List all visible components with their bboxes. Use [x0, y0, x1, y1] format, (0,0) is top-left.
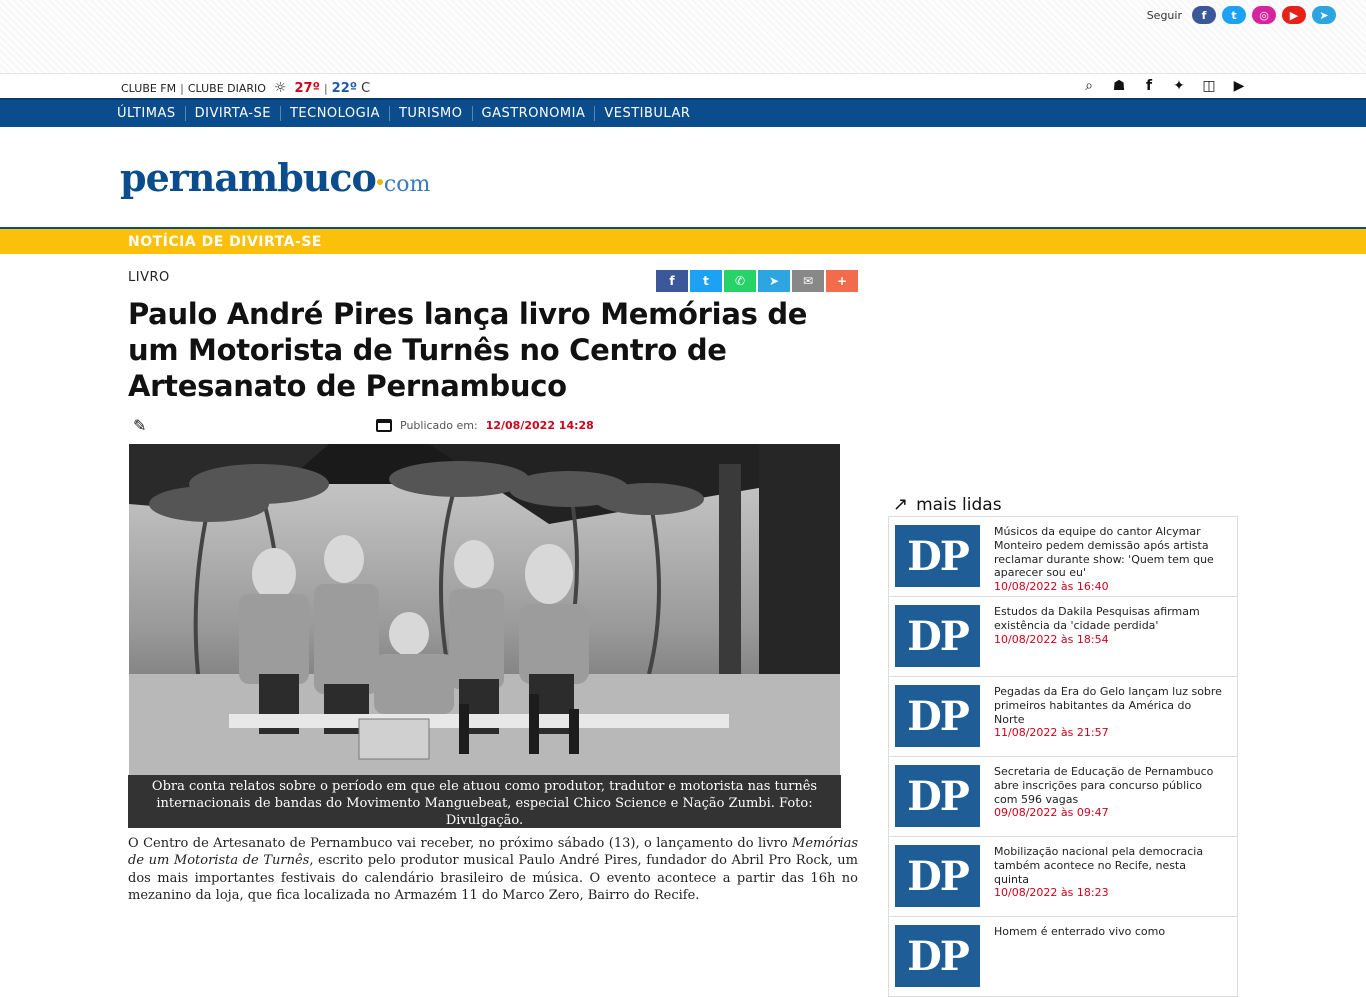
share-more-button[interactable]: + [826, 270, 858, 292]
section-title: NOTÍCIA DE DIVIRTA-SE [128, 234, 322, 250]
published-date: 12/08/2022 14:28 [485, 419, 594, 432]
publish-info [376, 419, 594, 432]
thumbnail[interactable]: DP [895, 685, 980, 747]
item-title[interactable]: Estudos da Dakila Pesquisas afirmam existência da 'cidade perdida' [994, 605, 1200, 632]
item-time: 10/08/2022 às 16:40 [994, 580, 1109, 594]
top-banner [0, 0, 1366, 74]
item-title[interactable]: Homem é enterrado vivo como [994, 925, 1166, 938]
utility-bar [0, 74, 1366, 98]
nav-item-tecnologia[interactable]: TECNOLOGIA [281, 106, 390, 121]
thumbnail[interactable]: DP [895, 925, 980, 987]
photo-caption: Obra conta relatos sobre o período em que ele atuou como produtor, tradutor e motorista nas turnês internacionais de bandas do Movimento Manguebeat, especial Chico Science e Nação Zumbi. Foto: Divulgação. [128, 775, 841, 828]
telegram-icon[interactable]: ➤ [1312, 6, 1336, 24]
article-category[interactable]: LIVRO [128, 270, 170, 285]
twitter-icon[interactable]: ✦ [1173, 78, 1185, 94]
nav-item-vestibular[interactable]: VESTIBULAR [604, 106, 691, 121]
thumbnail[interactable]: DP [895, 525, 980, 587]
article-photo[interactable] [129, 444, 840, 775]
list-item[interactable] [889, 837, 1237, 917]
youtube-icon[interactable]: ▶ [1233, 78, 1245, 94]
thumbnail[interactable]: DP [895, 605, 980, 667]
search-icon[interactable]: ⌕ [1085, 78, 1093, 94]
calendar-icon [376, 419, 392, 432]
item-time: 11/08/2022 às 21:57 [994, 726, 1109, 740]
item-title[interactable]: Secretaria de Educação de Pernambuco abre inscrições para concurso público com 596 vagas [994, 765, 1214, 806]
item-time: 10/08/2022 às 18:23 [994, 886, 1109, 900]
share-buttons [656, 270, 858, 292]
site-header [0, 127, 1366, 229]
item-time: 10/08/2022 às 18:54 [994, 632, 1109, 646]
article-body: O Centro de Artesanato de Pernambuco vai receber, no próximo sábado (13), o lançamento do livro Memórias de um Motorista de Turnês, escrito pelo produtor musical Paulo André Pires, fundador do Abril Pro Rock, um dos mais importantes festivais do calendário brasileiro de música. O evento acontece a partir das 16h no mezanino da loja, que fica localizada no Armazém 11 do Marco Zero, Bairro do Recife. [128, 836, 858, 904]
item-title[interactable]: Mobilização nacional pela democracia também acontece no Recife, nesta quinta [994, 845, 1204, 886]
clube-fm-link[interactable]: CLUBE FM [121, 81, 177, 95]
facebook-icon[interactable]: f [1145, 78, 1153, 94]
thumbnail[interactable]: DP [895, 765, 980, 827]
sun-icon: ☼ [273, 80, 287, 96]
most-read-title: mais lidas [916, 494, 1002, 515]
section-bar [0, 229, 1366, 254]
list-item[interactable] [889, 757, 1237, 837]
trending-icon: ↗ [893, 494, 909, 515]
site-logo[interactable]: pernambuco com [120, 155, 431, 200]
youtube-icon[interactable]: ▶ [1282, 6, 1306, 24]
most-read-list [888, 516, 1238, 997]
follow-bar [1147, 6, 1336, 24]
temp-low: 22º [331, 80, 358, 96]
list-item[interactable] [889, 677, 1237, 757]
nav-item-gastronomia[interactable]: GASTRONOMIA [473, 106, 596, 121]
divider: | [323, 81, 328, 95]
item-title[interactable]: Pegadas da Era do Gelo lançam luz sobre primeiros habitantes da América do Norte [994, 685, 1222, 726]
temp-high: 27º [294, 80, 320, 96]
follow-label: Seguir [1146, 8, 1182, 22]
instagram-icon[interactable]: ◫ [1202, 78, 1216, 94]
item-title[interactable]: Músicos da equipe do cantor Alcymar Monteiro pedem demissão após artista reclamar durante show: 'Quem tem que aparecer sou eu' [994, 525, 1214, 580]
share-facebook-button[interactable]: f [656, 270, 688, 292]
divider: | [180, 81, 184, 95]
share-email-button[interactable]: ✉ [792, 270, 824, 292]
share-whatsapp-button[interactable]: ✆ [724, 270, 756, 292]
list-item[interactable] [889, 517, 1237, 597]
list-item[interactable] [889, 917, 1237, 997]
temp-unit: C [361, 80, 371, 96]
most-read-header [893, 494, 1002, 515]
main-nav [0, 98, 1366, 127]
thumbnail[interactable]: DP [895, 845, 980, 907]
instagram-icon[interactable]: ◎ [1252, 6, 1276, 24]
list-item[interactable] [889, 597, 1237, 677]
clube-diario-link[interactable]: CLUBE DIARIO [187, 81, 266, 95]
user-icon[interactable]: ☗ [1112, 78, 1126, 94]
share-telegram-button[interactable]: ➤ [758, 270, 790, 292]
share-twitter-button[interactable]: t [690, 270, 722, 292]
item-time: 09/08/2022 às 09:47 [994, 806, 1109, 820]
nav-item-turismo[interactable]: TURISMO [390, 106, 473, 121]
nav-item-divirta-se[interactable]: DIVIRTA-SE [186, 106, 281, 121]
facebook-icon[interactable]: f [1192, 6, 1216, 24]
article-headline: Paulo André Pires lança livro Memórias de um Motorista de Turnês no Centro de Artesanato de Pernambuco [128, 297, 808, 403]
nav-item-ultimas[interactable]: ÚLTIMAS [117, 106, 186, 121]
twitter-icon[interactable]: t [1222, 6, 1246, 24]
pencil-icon: ✎ [133, 416, 147, 435]
published-label: Publicado em: [400, 419, 478, 432]
